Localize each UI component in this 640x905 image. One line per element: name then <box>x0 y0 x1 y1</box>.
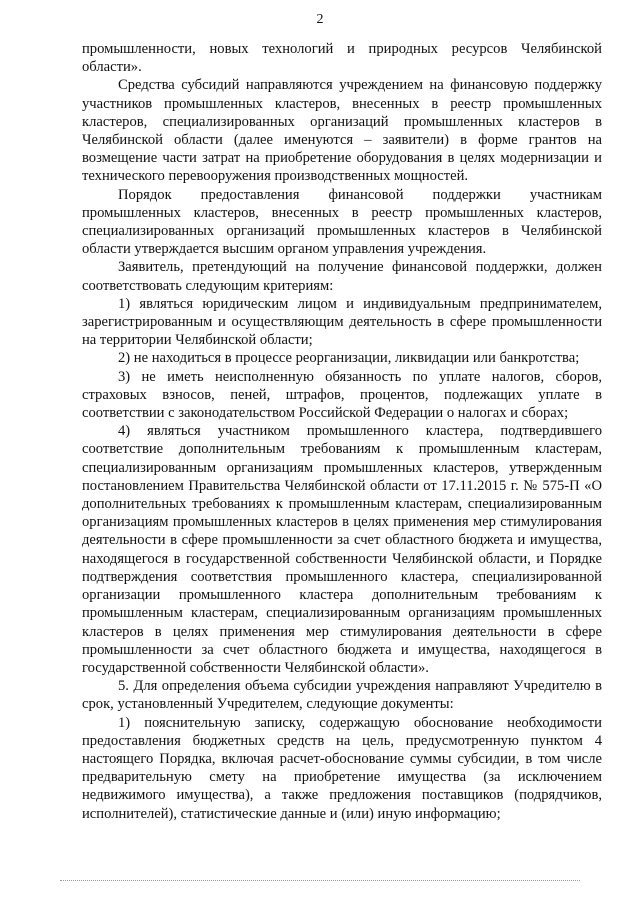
bottom-divider <box>60 880 580 881</box>
paragraph-continuation: промышленности, новых технологий и природных ресурсов Челябинской области». <box>82 41 602 76</box>
criterion-item-2: 2) не находиться в процессе реорганизации, ликвидации или банкротства; <box>118 350 580 367</box>
document-item-1: 1) пояснительную записку, содержащую обоснование необходимости предоставления бюджетных средств на цель, предусмотренную пунктом 4 настоящего Порядка, включая расчет-обоснование суммы субсидии, в том числе предварительную смету на приобретение имущества (за исключением недвижимого имущества), а также предложения поставщиков (подрядчиков, исполнителей), статистические данные и (или) иную информацию; <box>82 714 602 822</box>
criterion-item-1: 1) являться юридическим лицом и индивидуальным предпринимателем, зарегистрированным и осуществляющим деятельность в сфере промышленности на территории Челябинской области; <box>82 295 602 349</box>
page-number: 2 <box>316 12 324 27</box>
paragraph-support-procedure: Порядок предоставления финансовой поддержки участникам промышленных кластеров, внесенных в реестр промышленных кластеров, специализированных организаций промышленных кластеров в Челябинской области утверждается высшим органом управления учреждения. <box>82 186 602 258</box>
paragraph-subsidy-purpose: Средства субсидий направляются учреждением на финансовую поддержку участников промышленных кластеров, внесенных в реестр промышленных кластеров, специализированных организаций промышленных кластеров в Челябинской области (далее именуются – заявители) в форме грантов на возмещение части затрат на приобретение оборудования в целях модернизации и технического перевооружения производственных мощностей. <box>82 77 602 185</box>
criterion-item-3: 3) не иметь неисполненную обязанность по уплате налогов, сборов, страховых взносов, пеней, штрафов, процентов, подлежащих уплате в соответствии с законодательством Российской Федерации о налогах и сборах; <box>82 368 602 422</box>
paragraph-criteria-intro: Заявитель, претендующий на получение финансовой поддержки, должен соответствовать следующим критериям: <box>82 259 602 294</box>
criterion-item-4: 4) являться участником промышленного кластера, подтвердившего соответствие дополнительным требованиям к промышленным кластерам, специализированным организациям промышленных кластеров, утвержденным постановлением Правительства Челябинской области от 17.11.2015 г. № 575-П «О дополнительных требованиях к промышленным кластерам, специализированным организациям промышленных кластеров в целях применения мер стимулирования деятельности в сфере промышленности за счет областного бюджета и имущества, находящегося в государственной собственности Челябинской области, и Порядке подтверждения соответствия промышленного кластера, специализированной организации промышленного кластера дополнительным требованиям к промышленным кластерам, специализированным организациям промышленных кластеров в целях применения мер стимулирования деятельности в сфере промышленности за счет областного бюджета и имущества, находящегося в государственной собственности Челябинской области». <box>82 423 602 676</box>
document-body <box>82 40 602 823</box>
paragraph-section-5: 5. Для определения объема субсидии учреждения направляют Учредителю в срок, установленный Учредителем, следующие документы: <box>82 678 602 713</box>
